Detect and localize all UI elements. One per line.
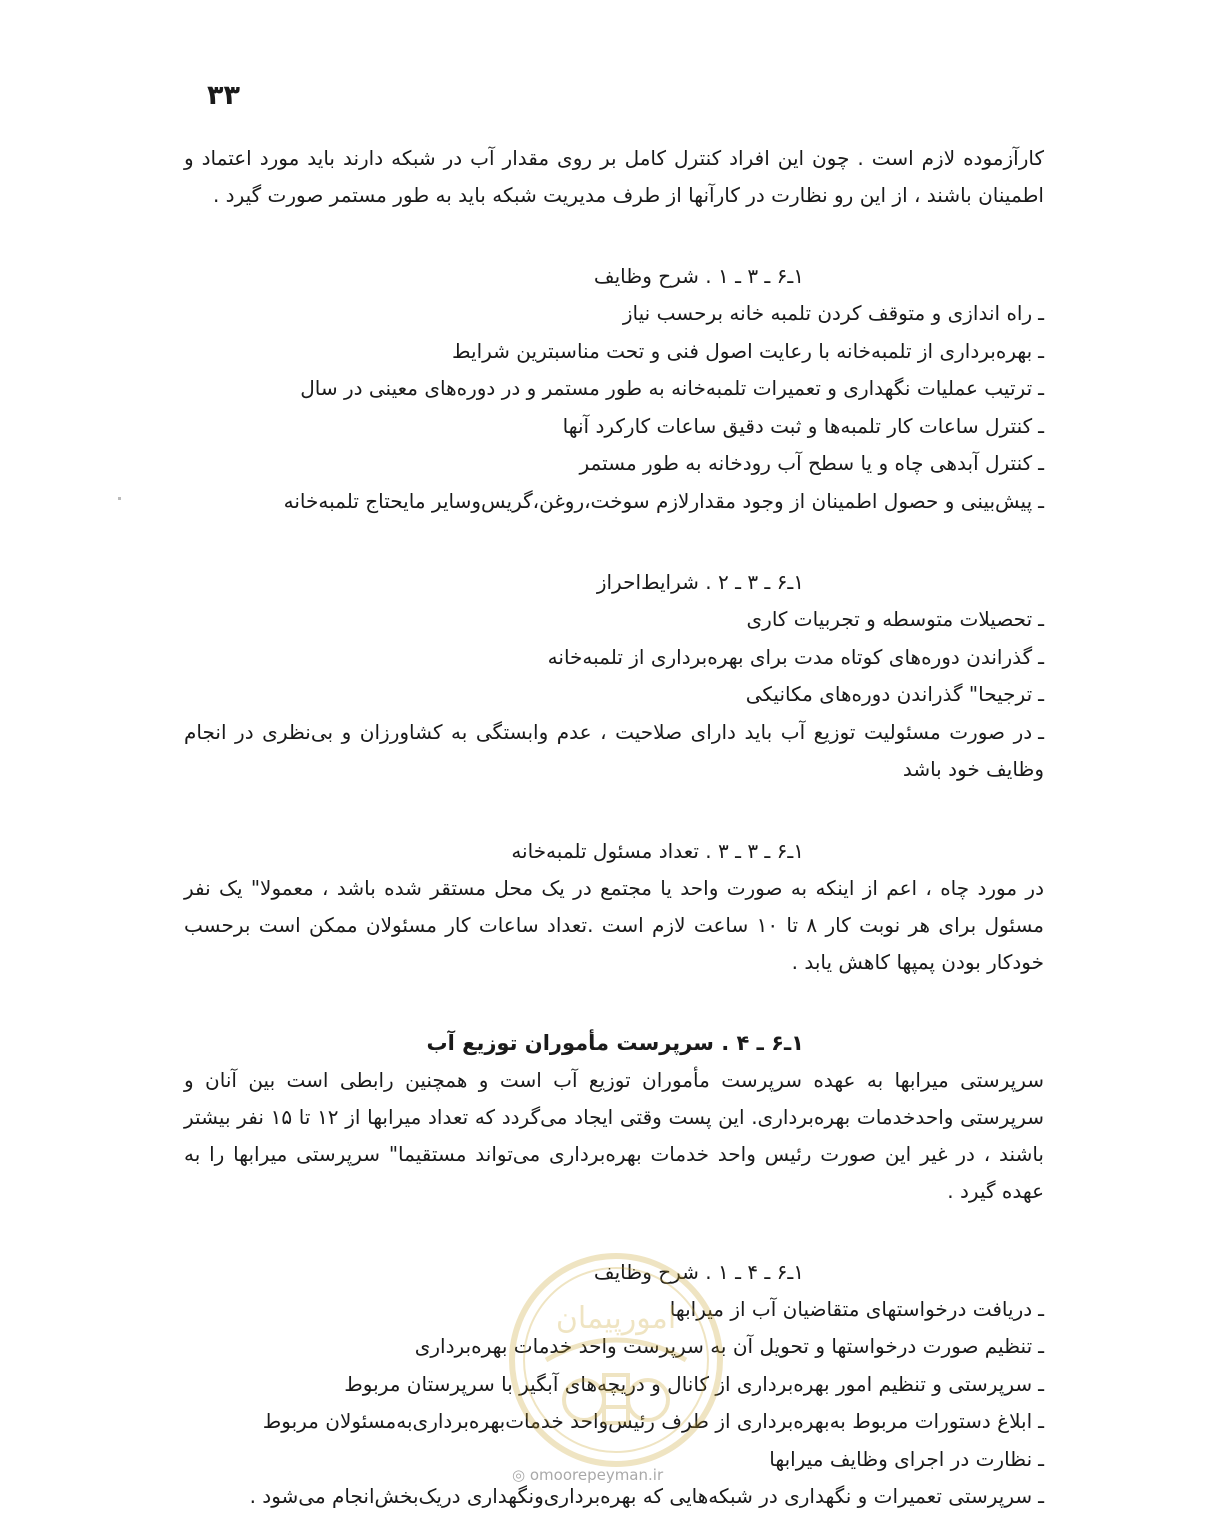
- supervisor-paragraph: سرپرستی میرابها به عهده سرپرست مأموران توزیع آب است و همچنین رابطی است بین آنان و سرپرستی واحدخدمات بهره‌برداری. این پست وقتی ایجاد می‌گردد که تعداد میرابها از ۱۲ تا ۱۵ نفر بیشتر باشند ، در غیر این صورت رئیس واحد خدمات بهره‌برداری می‌تواند مستقیما" سرپرستی میرابها را به عهده گیرد .: [184, 1067, 1044, 1203]
- staff-count-paragraph: در مورد چاه ، اعم از اینکه به صورت واحد یا مجتمع در یک محل مستقر شده باشد ، معمولا" یک نفر مسئول برای هر نوبت کار ۸ تا ۱۰ ساعت لازم است .تعداد ساعات کار مسئولان ممکن است برحسب خودکار بودن پمپها کاهش یابد .: [184, 875, 1045, 974]
- list-item: ـسرپرستی و تنظیم امور بهره‌برداری از کانال و دریچه‌های آبگیر با سرپرستان مربوط: [344, 1371, 1044, 1396]
- list-item: ـترجیحا" گذراندن دوره‌های مکانیکی: [745, 682, 1044, 706]
- list-item: ـدریافت درخواستهای متقاضیان آب از میرابها: [669, 1296, 1044, 1321]
- list-item: ـتحصیلات متوسطه و تجربیات کاری: [746, 607, 1044, 631]
- qualifications-list: [184, 601, 1044, 789]
- list-item: ـدر صورت مسئولیت توزیع آب باید دارای صلاحیت ، عدم وابستگی به کشاورزان و بی‌نظری در انجام وظایف خود باشد: [184, 719, 1044, 781]
- duties-list: [184, 295, 1044, 520]
- list-item: ـتنظیم صورت درخواستها و تحویل آن به سرپرست واحد خدمات بهره‌برداری: [414, 1334, 1044, 1358]
- page-content: [184, 140, 1044, 1516]
- scan-speck: [118, 497, 121, 500]
- list-item: ـابلاغ دستورات مربوط به‌بهره‌برداری از طرف رئیس‌واحد خدمات‌بهره‌برداری‌به‌مسئولان مربوط: [262, 1409, 1044, 1433]
- list-item: ـکنترل ساعات کار تلمبه‌ها و ثبت دقیق ساعات کارکرد آنها: [562, 413, 1044, 438]
- page-number: ۳۳: [207, 80, 240, 111]
- watermark-url: ◎ omoorepeyman.ir: [512, 1466, 664, 1484]
- watermark-brand: امورپیمان: [555, 1301, 677, 1336]
- section-heading-duties: ۱ـ۶ ـ ۳ ـ ۱ . شرح وظایف: [593, 264, 804, 288]
- intro-paragraph: کارآزموده لازم است . چون این افراد کنترل کامل بر روی مقدار آب در شبکه دارند باید مورد اعتماد و اطمینان باشند ، از این رو نظارت در کارآنها از طرف مدیریت شبکه باید به طور مستمر صورت گیرد .: [184, 146, 1044, 207]
- section-heading-supervisor-duties: ۱ـ۶ ـ ۴ ـ ۱ . شرح وظایف: [593, 1259, 804, 1284]
- list-item: ـسرپرستی تعمیرات و نگهداری در شبکه‌هایی که بهره‌برداری‌ونگهداری دریک‌بخش‌انجام می‌شود .: [249, 1484, 1044, 1508]
- list-item: ـترتیب عملیات نگهداری و تعمیرات تلمبه‌خانه به طور مستمر و در دوره‌های معینی در سال: [300, 376, 1044, 400]
- list-item: ـراه اندازی و متوقف کردن تلمبه خانه برحسب نیاز: [622, 301, 1044, 325]
- list-item: ـنظارت در اجرای وظایف میرابها: [769, 1446, 1044, 1471]
- section-heading-qualifications: ۱ـ۶ ـ ۳ ـ ۲ . شرایط‌احراز: [596, 570, 804, 594]
- section-heading-supervisor: ۱ـ۶ ـ ۴ . سرپرست مأموران توزیع آب: [426, 1030, 804, 1055]
- list-item: ـپیش‌بینی و حصول اطمینان از وجود مقدارلازم سوخت،روغن،گریس‌وسایر مایحتاج تلمبه‌خانه: [283, 488, 1044, 513]
- list-item: ـگذراندن دوره‌های کوتاه مدت برای بهره‌برداری از تلمبه‌خانه: [547, 644, 1044, 669]
- section-heading-staff-count: ۱ـ۶ ـ ۳ ـ ۳ . تعداد مسئول تلمبه‌خانه: [511, 838, 804, 863]
- list-item: ـکنترل آبدهی چاه و یا سطح آب رودخانه به طور مستمر: [579, 451, 1044, 475]
- list-item: ـبهره‌برداری از تلمبه‌خانه با رعایت اصول فنی و تحت مناسبترین شرایط: [452, 338, 1044, 363]
